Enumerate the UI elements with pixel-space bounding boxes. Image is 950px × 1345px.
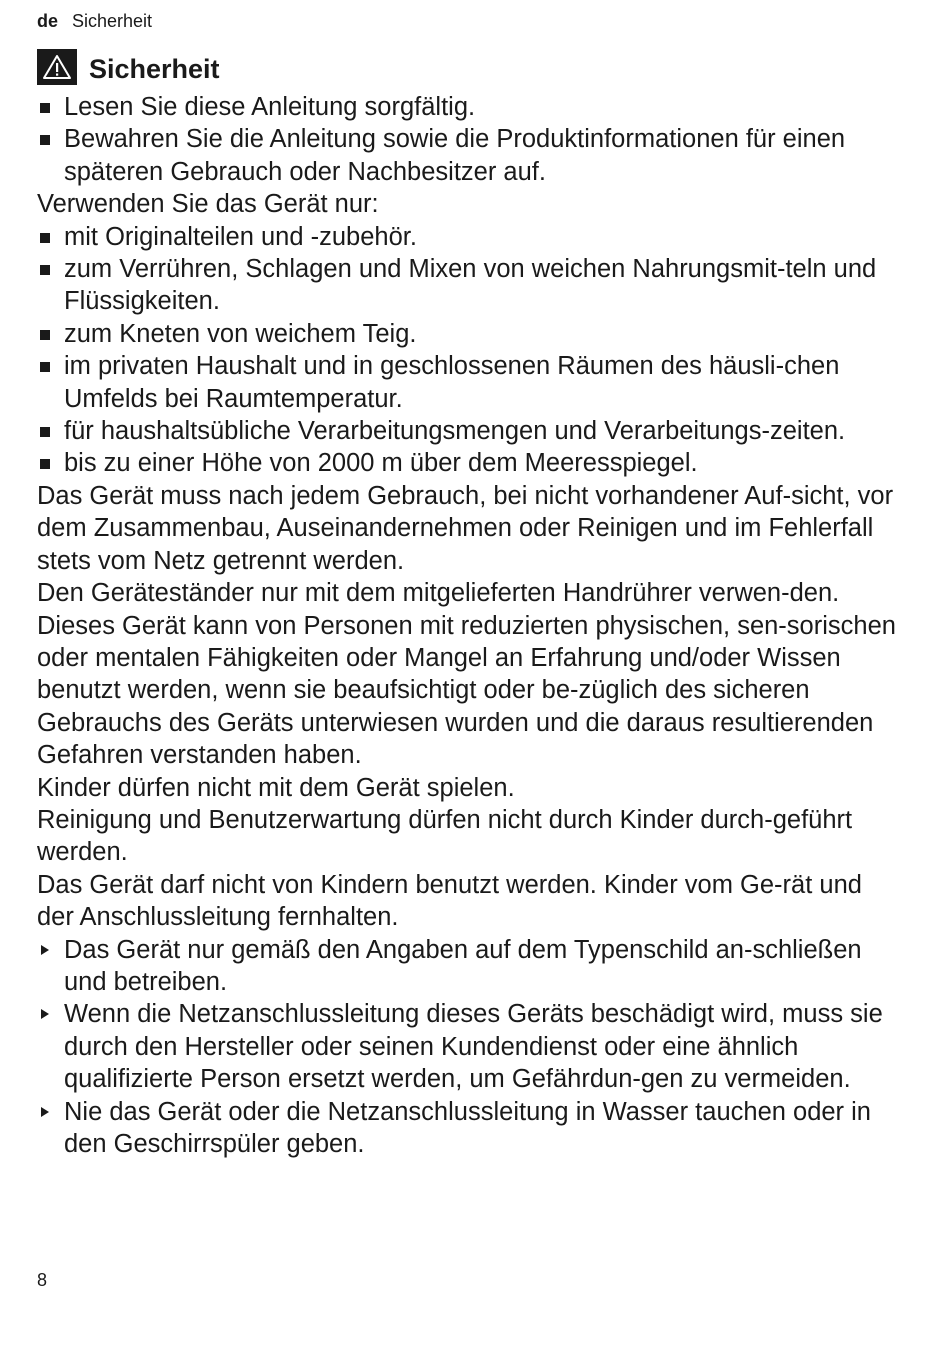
paragraph: Dieses Gerät kann von Personen mit reduzierten physischen, sen-sorischen oder mentalen Fähigkeiten oder Mangel an Erfahrung und/oder Wissen benutzt werden, wenn sie beaufsichtigt oder be-züglich des sicheren Gebrauchs des Geräts unterwiesen wurden und die daraus resultierenden Gefahren verstanden haben. [37,611,896,770]
action-item: Nie das Gerät oder die Netzanschlussleitung in Wasser tauchen oder in den Geschirrspüler geben. [37,1096,897,1161]
list-item: Bewahren Sie die Anleitung sowie die Produktinformationen für einen späteren Gebrauch oder Nachbesitzer auf. [37,123,897,188]
square-bullet-icon [40,427,50,437]
square-bullet-icon [40,362,50,372]
section-title: Sicherheit [89,54,220,84]
header-section-title: Sicherheit [72,11,153,31]
list-item: für haushaltsübliche Verarbeitungsmengen und Verarbeitungs-zeiten. [37,415,897,447]
triangle-bullet-icon [41,1009,49,1019]
list-item: bis zu einer Höhe von 2000 m über dem Meeresspiegel. [37,447,897,479]
running-header [37,9,152,33]
list-item: im privaten Haushalt und in geschlossenen Räumen des häusli-chen Umfelds bei Raumtemperatur. [37,350,897,415]
list-item: zum Kneten von weichem Teig. [37,318,897,350]
square-bullet-icon [40,330,50,340]
paragraph: Das Gerät muss nach jedem Gebrauch, bei nicht vorhandener Auf-sicht, vor dem Zusammenbau, Auseinandernehmen oder Reinigen und im Fehlerfall stets vom Netz getrennt werden. [37,481,894,575]
page-number: 8 [37,1270,48,1290]
paragraph: Kinder dürfen nicht mit dem Gerät spielen. [37,773,515,802]
paragraph: Das Gerät darf nicht von Kindern benutzt werden. Kinder vom Ge-rät und der Anschlussleitung fernhalten. [37,870,862,932]
square-bullet-icon [40,265,50,275]
square-bullet-icon [40,233,50,243]
action-list [37,934,897,1161]
language-code: de [37,11,59,31]
list-item: mit Originalteilen und -zubehör. [37,221,897,253]
square-bullet-icon [40,459,50,469]
triangle-bullet-icon [41,945,49,955]
action-item: Das Gerät nur gemäß den Angaben auf dem Typenschild an-schließen und betreiben. [37,934,897,999]
section-heading [37,47,220,87]
square-bullet-icon [40,103,50,113]
safety-content [37,91,897,1160]
square-bullet-icon [40,135,50,145]
intro-list [37,91,897,188]
warning-triangle-icon [37,49,77,85]
paragraph: Den Geräteständer nur mit dem mitgelieferten Handrührer verwen-den. [37,579,840,608]
list-item: zum Verrühren, Schlagen und Mixen von weichen Nahrungsmit-teln und Flüssigkeiten. [37,253,897,318]
triangle-bullet-icon [41,1107,49,1117]
list-item: Lesen Sie diese Anleitung sorgfältig. [37,91,897,123]
use-list [37,221,897,480]
paragraph: Reinigung und Benutzerwartung dürfen nicht durch Kinder durch-geführt werden. [37,805,853,867]
use-intro: Verwenden Sie das Gerät nur: [37,190,379,219]
action-item: Wenn die Netzanschlussleitung dieses Geräts beschädigt wird, muss sie durch den Hersteller oder seinen Kundendienst oder eine ähnlich qualifizierte Person ersetzt werden, um Gefährdun-gen zu vermeiden. [37,998,897,1095]
